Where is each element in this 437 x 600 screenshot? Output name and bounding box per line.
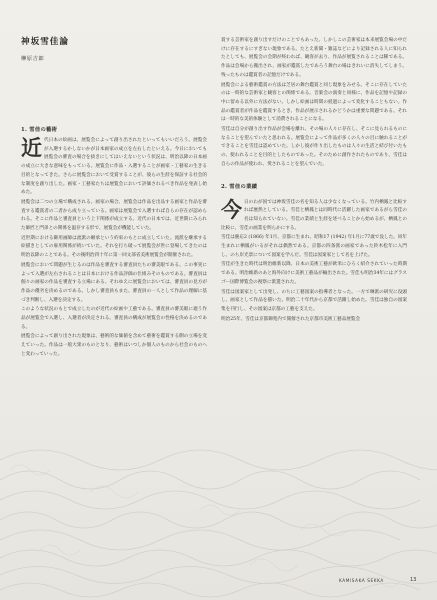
paragraph: 展覧会において問題が生じるのは作品を審査する審査員たちの審美眼である。この事実によって入選が左右されることは日本における作品評価の仕組みそのものである。審査員は個々の画家の作品を審査する立場にある。それゆえに展覧会においては、審査員の見方が作品の優劣を決めるのである。しかし審査員もまた、審査員の一人として作品の理解に基づき判断し、入選を決定する。 xyxy=(21,262,207,303)
page-number: 13 xyxy=(410,577,417,583)
paragraph: 展覧会は二つの立場で構成される。画家の場合、展覧会は作品を出品する画家と作品を審査する鑑賞者の二者から成り立っている。画家は展覧会で入選すれば自らの存在が認められる。そこに作品と審査員という上下関係が成立する。近代の日本では、近世期にみられた師匠と門弟との関係を温存する形で、展覧会が機能していた。 xyxy=(21,199,207,232)
section-heading-1: 1. 雪佳の藝術 xyxy=(21,127,58,133)
paragraph: 雪佳は慶応2 (1866) 年1月、京都に生まれ、昭和17 (1942) 年1月に77歳で没した。同年生まれに栖鳳がいるがそれは偶然である。京都の四条派の画家であった鈴木松年に入門し、のち岸光景について図案を学んだ。雪佳は図案家として名を上げた。 xyxy=(221,235,407,258)
paragraph-text: 日のわが国では神坂雪佳の名を知る人は少なくなっている。竹内栖鳳と比較すれば歴然としている。雪佳と栖鳳とは同時代に活躍した画家であるがら雪佳の名は知られていない。雪佳の業績と生涯を述べることから始めるが、栖鳳との比較に、雪佳の画業を明らかにする。 xyxy=(221,199,407,231)
drop-cap: 今 xyxy=(221,196,242,222)
paragraph: 賞する芸術家を創り出すだけのことでもあった。しかしこの芸術家は本来展覧会場の中だけに存在するにすぎない現象である。たとえ新聞・雑誌などにより記録される人に知られたとしても、展覧会の会期が終われば、観客が去り、作品が展覧されることは稀である。作品は会場から搬出され、画家が鑑賞したであろう舞台の場はきれいに消失してしまう。残ったものは鑑賞者の記憶だけである。 xyxy=(221,38,407,78)
paragraph: 展覧会による藝術鑑賞の方法は芝居の舞台鑑賞と同じ現象をみせる。そこに存在していたのは一時的な芸術家と観客との関係である。音楽会の演奏と同様に、作品を記憶や記録の中に留める以外に方法がない。しかし絵画は時間の経過によって変化することもない。作品の鑑賞者が作品を鑑賞するとき、作品が展示されるかどうかは重要な問題である。それは一時的な美的体験として消費されることになる。 xyxy=(221,82,407,123)
paragraph-text: 代日本の絵画は、展覧会によって創り出されたといってもいいだろう。展覧会が入選するかしないかが日本画家の成立を左右したといえる。今日においても展覧会の審査の場合を抜きにしてはいえないという状況は、明治以降の日本画の成立に大きな意味をもっている。展覧会に作品・入選することが画家・工藝家の生きる目的となってきた。さらに展覧会において受賞することが、彼らの生涯を保証する社会的な制度を創り出した。画家・工藝家たちは展覧会において評価されるべき作品を発表し始めた。 xyxy=(21,138,207,196)
footer-brand: KAMISAKA SEKKA xyxy=(339,578,384,583)
drop-cap: 近 xyxy=(21,135,42,160)
section-heading-2: 2. 雪佳の業績 xyxy=(221,183,258,190)
paragraph xyxy=(221,196,407,234)
paragraph: 明治25年、雪佳は京都御苑内で開催された京都市美術工藝品展覧会 xyxy=(221,316,361,322)
left-column-body xyxy=(21,137,207,360)
wave-pattern-decoration xyxy=(0,400,437,600)
paragraph: 近世期における御用画師は流派の継承という約束のもとに成立していた。流派を継承する絵描きとしての雇用関係が続いていた。それを打ち破って展覧会が世に登場してきたのは明治以降のことである。その後明治四十年に第一回文部省美術展覧会が開催された。 xyxy=(21,235,207,259)
article-title: 神坂雪佳論 xyxy=(21,37,69,47)
right-column-body xyxy=(221,37,407,324)
paragraph: 雪佳が生きた時代は明治維新以降、日本の美術工藝が欧米にひろく紹介されていった時期である。明治維新のあと海外向けに美術工藝品が輸出された。雪佳も明治34年にはグラスゴー国際博覧会の視察に派遣された。 xyxy=(221,262,407,285)
author-name: 榊原吉郎 xyxy=(21,56,45,62)
paragraph: 雪佳は自分が創り出す作品が会場を離れ、その場の人々に存在し、そこに見られるものになることを望んでいたと思われる。展覧会によって作品が多くの人々の目に触れることができることを雪佳は認めていた。しかし彼が作り出したものは人々の生活と結び付いたもの、使われることを目的としたものであった。そのために創作されたものであり、雪佳は自らの作品が使われ、愛されることを望んでいた。 xyxy=(221,127,407,167)
paragraph: 展覧会によって創り出された現象は、藝術的な価値を含めて藝術を鑑賞する側の立場を変えていった。作品は一般大衆のものとなり、藝術はいつしか個人のものから社会のものへと変わっていった。 xyxy=(21,334,207,357)
paragraph: 雪佳は図案家として出発し、のちに工藝図案の指導者となった。一方で琳派の研究に没頭し、画家として作品を描いた。明治二十年代から京都で活躍し始めた。雪佳は独自の図案集を刊行し、その図案は京都の工藝を支えた。 xyxy=(221,289,407,312)
paragraph xyxy=(21,137,207,198)
paragraph: このような状況のもとで成立したのが近代の絵画や工藝である。審査員の審美眼に適う作品が展覧会で入選し、入選者が決定される。審査員の構成が展覧会の性格を決めるのである。 xyxy=(21,307,207,330)
